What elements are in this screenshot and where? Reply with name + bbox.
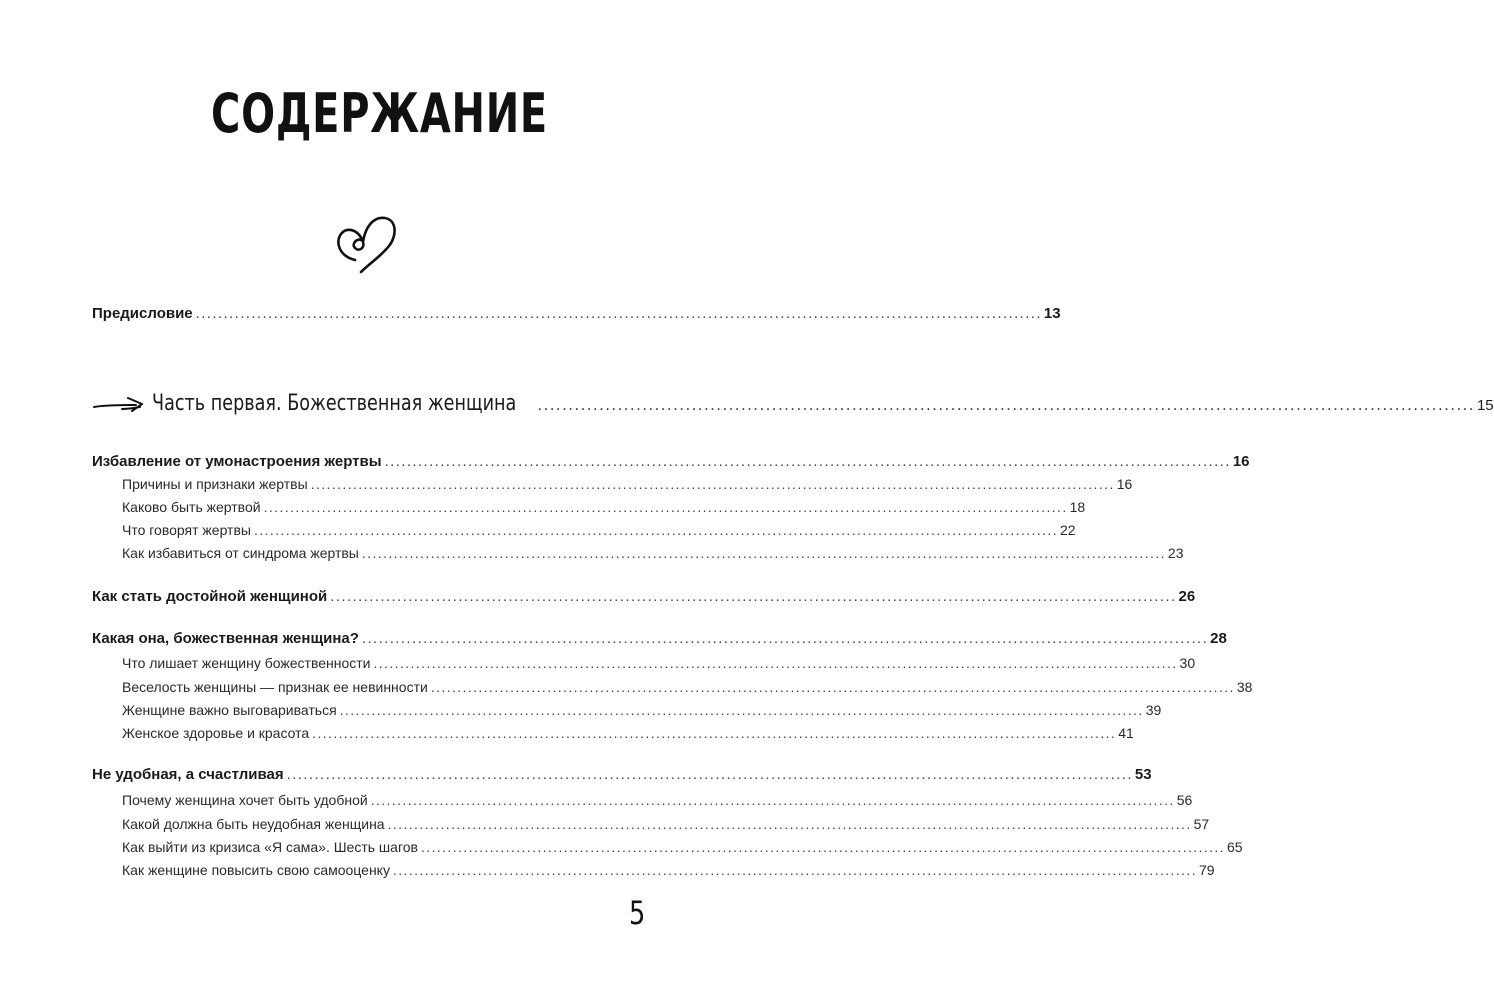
dot-leader: ........................................................................................................................................................: [370, 792, 1175, 808]
dot-leader: ........................................................................................................................................................: [330, 588, 1177, 605]
toc-page-number: 28: [1210, 630, 1227, 647]
toc-page-number: 18: [1069, 499, 1086, 515]
dot-leader: ........................................................................................................................................................: [286, 766, 1133, 783]
toc-label: Какой должна быть неудобная женщина: [122, 816, 385, 832]
toc-label: Что лишает женщину божественности: [122, 655, 371, 671]
toc-page-number: 53: [1134, 766, 1152, 783]
toc-label: Причины и признаки жертвы: [122, 476, 308, 492]
toc-section[interactable]: [122, 543, 1184, 563]
toc-part-one[interactable]: [92, 389, 1494, 421]
toc-page-number: 56: [1176, 792, 1193, 808]
dot-leader: ........................................................................................................................................................: [537, 396, 1475, 414]
toc-label: Избавление от умонастроения жертвы: [92, 453, 382, 470]
dot-leader: ........................................................................................................................................................: [195, 305, 1042, 322]
toc-section[interactable]: [122, 677, 1253, 697]
toc-label: Как избавиться от синдрома жертвы: [122, 545, 359, 561]
toc-page-number: 57: [1193, 816, 1210, 832]
toc-page-number: 22: [1060, 522, 1076, 538]
dot-leader: ........................................................................................................................................................: [312, 725, 1117, 741]
toc-label: Женщине важно выговариваться: [122, 702, 337, 718]
toc-section[interactable]: [122, 860, 1215, 880]
toc-page-number: 38: [1236, 679, 1253, 695]
toc-chapter[interactable]: [92, 629, 1227, 649]
toc-label: Что говорят жертвы: [122, 522, 251, 538]
dot-leader: ........................................................................................................................................................: [420, 839, 1226, 855]
page-number: 5: [629, 894, 646, 932]
toc-section[interactable]: [122, 837, 1243, 857]
toc-page-number: 16: [1116, 476, 1133, 492]
toc-page-number: 23: [1167, 545, 1184, 561]
toc-page-number: 26: [1178, 588, 1196, 605]
toc-label: Часть первая. Божественная женщина: [152, 391, 517, 416]
dot-leader: ........................................................................................................................................................: [387, 816, 1192, 832]
toc-page-number: 41: [1118, 725, 1134, 741]
dot-leader: ........................................................................................................................................................: [361, 545, 1166, 561]
heart-icon: [333, 212, 399, 274]
toc-label: Каково быть жертвой: [122, 499, 261, 515]
toc-section[interactable]: [122, 723, 1134, 743]
toc-page-number: 39: [1145, 702, 1162, 718]
dot-leader: ........................................................................................................................................................: [339, 702, 1144, 718]
dot-leader: ........................................................................................................................................................: [384, 453, 1231, 470]
toc-label: Почему женщина хочет быть удобной: [122, 792, 368, 808]
toc-section[interactable]: [122, 653, 1196, 673]
toc-page-number: 30: [1179, 655, 1196, 671]
toc-label: Женское здоровье и красота: [122, 725, 310, 741]
dot-leader: ........................................................................................................................................................: [392, 862, 1197, 878]
toc-label: Как выйти из кризиса «Я сама». Шесть шагов: [122, 839, 418, 855]
toc-section[interactable]: [122, 497, 1086, 517]
toc-label: Предисловие: [92, 305, 193, 322]
toc-chapter[interactable]: [92, 765, 1152, 785]
toc-label: Не удобная, а счастливая: [92, 766, 284, 783]
page-title: СОДЕРЖАНИЕ: [211, 82, 548, 145]
toc-page-number: 15: [1476, 397, 1494, 414]
toc-page-number: 79: [1199, 862, 1215, 878]
toc-page-number: 65: [1227, 839, 1243, 855]
toc-chapter[interactable]: [92, 587, 1196, 607]
dot-leader: ........................................................................................................................................................: [373, 655, 1178, 671]
toc-section[interactable]: [122, 700, 1162, 720]
toc-section[interactable]: [122, 520, 1076, 540]
dot-leader: ........................................................................................................................................................: [310, 476, 1115, 492]
toc-page-number: 13: [1043, 305, 1061, 322]
toc-label: Какая она, божественная женщина?: [92, 630, 359, 647]
toc-foreword[interactable]: [92, 304, 1061, 324]
toc-chapter[interactable]: [92, 452, 1250, 472]
toc-label: Веселость женщины — признак ее невинности: [122, 679, 428, 695]
dot-leader: ........................................................................................................................................................: [263, 499, 1068, 515]
toc-section[interactable]: [122, 790, 1193, 810]
toc-section[interactable]: [122, 814, 1210, 834]
dot-leader: ........................................................................................................................................................: [361, 630, 1209, 647]
dot-leader: ........................................................................................................................................................: [253, 522, 1058, 538]
arrow-icon: [92, 395, 148, 415]
toc-label: Как стать достойной женщиной: [92, 588, 328, 605]
toc-label: Как женщине повысить свою самооценку: [122, 862, 390, 878]
toc-page-number: 16: [1232, 453, 1250, 470]
toc-section[interactable]: [122, 474, 1133, 494]
dot-leader: ........................................................................................................................................................: [430, 679, 1235, 695]
